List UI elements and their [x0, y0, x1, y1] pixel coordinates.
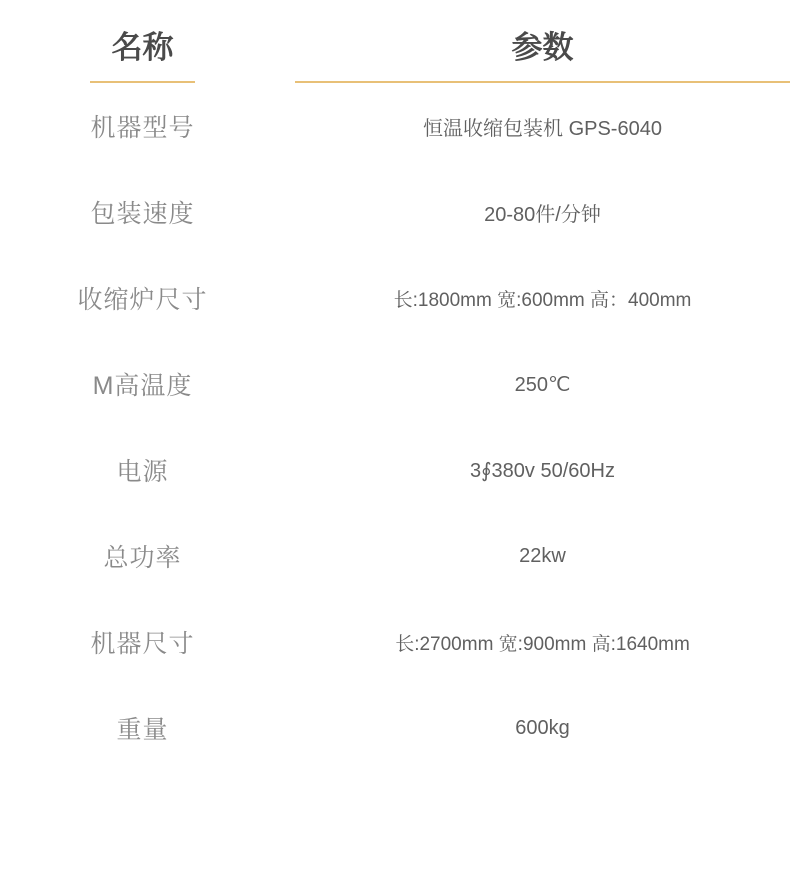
row-value: 20-80件/分钟 [484, 203, 601, 226]
row-value: 恒温收缩包装机 GPS-6040 [423, 117, 662, 140]
spacer-cell [0, 771, 285, 893]
row-value: 22kw [519, 544, 566, 567]
spacer-cell [285, 771, 800, 893]
table-row [0, 341, 800, 427]
row-name: 重量 [116, 716, 169, 744]
header-label-name: 名称 [90, 0, 195, 83]
table-row [0, 169, 800, 255]
row-name: 机器型号 [90, 114, 195, 142]
table-row [0, 685, 800, 771]
table-row [0, 513, 800, 599]
row-name: 包装速度 [90, 200, 195, 228]
header-cell-value [285, 0, 800, 83]
row-value: 长:1800mm 宽:600mm 高：400mm [393, 289, 692, 311]
header-cell-name [0, 0, 285, 83]
row-name: 机器尺寸 [90, 630, 195, 658]
row-name: 电源 [116, 458, 169, 486]
table-row [0, 599, 800, 685]
row-name: M高温度 [92, 372, 193, 400]
row-name: 总功率 [103, 544, 182, 572]
row-value: 600kg [515, 716, 570, 739]
header-label-value: 参数 [295, 0, 790, 83]
row-value: 250℃ [514, 373, 571, 396]
row-value: 3∮380v 50/60Hz [470, 459, 615, 482]
table-row [0, 255, 800, 341]
table-bottom-spacer [0, 771, 800, 893]
row-value: 长:2700mm 宽:900mm 高:1640mm [395, 633, 690, 655]
table-row [0, 83, 800, 169]
table-header-row [0, 0, 800, 83]
table-row [0, 427, 800, 513]
row-name: 收缩炉尺寸 [77, 286, 208, 314]
